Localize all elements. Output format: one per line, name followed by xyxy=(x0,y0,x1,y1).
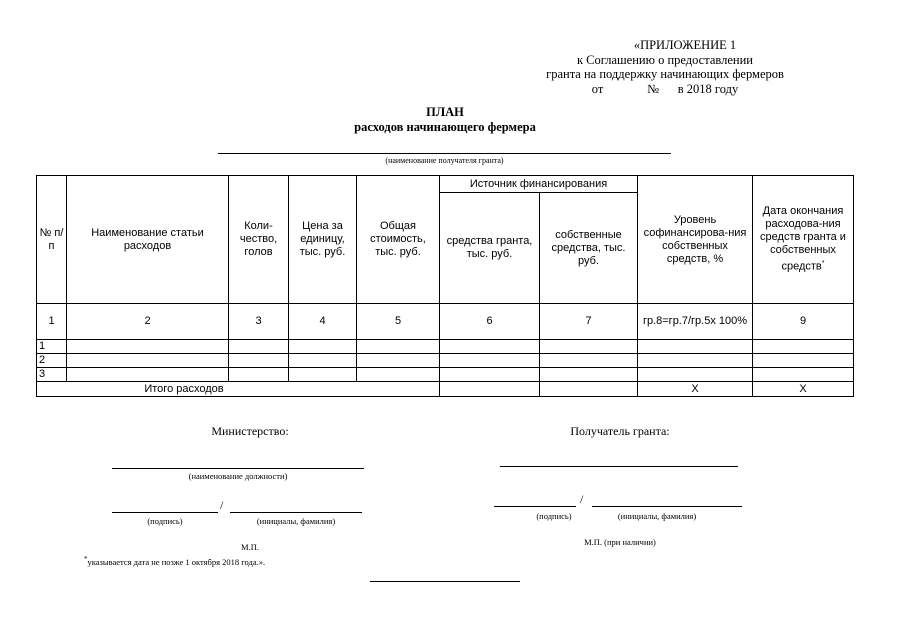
table-cell[interactable] xyxy=(753,340,854,354)
header-name: Наименование статьи расходов xyxy=(67,176,229,304)
column-numbers-row xyxy=(37,304,854,340)
col-number: 1 xyxy=(37,304,67,340)
header-level: Уровень софинансирова-ния собственных средств, % xyxy=(638,176,753,304)
title-sub: расходов начинающего фермера xyxy=(354,120,536,134)
col-number: гр.8=гр.7/гр.5х 100% xyxy=(638,304,753,340)
col-number: 2 xyxy=(67,304,229,340)
footnote-mark: * xyxy=(84,555,88,563)
table-cell[interactable] xyxy=(540,382,638,397)
recipient-name-line xyxy=(218,153,671,154)
table-cell[interactable] xyxy=(440,354,540,368)
table-cell[interactable] xyxy=(229,354,289,368)
ministry-initials-line[interactable] xyxy=(230,512,362,513)
title-main: ПЛАН xyxy=(426,105,464,119)
header-row-1 xyxy=(37,176,854,193)
appendix-header xyxy=(500,38,830,96)
table-cell[interactable] xyxy=(440,382,540,397)
table-cell[interactable] xyxy=(440,340,540,354)
total-date: Х xyxy=(753,382,854,397)
table-cell[interactable] xyxy=(357,368,440,382)
table-cell[interactable] xyxy=(440,368,540,382)
table-cell[interactable] xyxy=(289,340,357,354)
ministry-position-line[interactable] xyxy=(112,468,364,469)
expense-plan-table xyxy=(36,175,854,397)
ministry-signature-line[interactable] xyxy=(112,512,218,513)
header-source: Источник финансирования xyxy=(440,176,638,193)
table-cell[interactable] xyxy=(638,340,753,354)
bottom-separator-line xyxy=(370,581,520,582)
table-cell[interactable] xyxy=(289,354,357,368)
header-price: Цена за единицу, тыс. руб. xyxy=(289,176,357,304)
ministry-signature-caption: (подпись) xyxy=(147,516,183,526)
table-cell[interactable] xyxy=(753,354,854,368)
header-num: № п/п xyxy=(37,176,67,304)
header-own-funds: собственные средства, тыс. руб. xyxy=(540,193,638,304)
table-cell[interactable] xyxy=(638,368,753,382)
recipient-initials-line[interactable] xyxy=(592,506,742,507)
table-cell[interactable] xyxy=(229,340,289,354)
table-cell[interactable] xyxy=(289,368,357,382)
footnote xyxy=(84,555,384,567)
ministry-slash: / xyxy=(220,498,224,512)
header-grant-funds: средства гранта, тыс. руб. xyxy=(440,193,540,304)
recipient-position-line[interactable] xyxy=(500,466,738,467)
col-number: 3 xyxy=(229,304,289,340)
col-number: 6 xyxy=(440,304,540,340)
ministry-initials-caption: (инициалы, фамилия) xyxy=(256,516,336,526)
total-label: Итого расходов xyxy=(37,382,440,397)
ministry-position-caption: (наименование должности) xyxy=(188,471,288,481)
document-title xyxy=(230,105,660,135)
table-cell[interactable] xyxy=(540,354,638,368)
table-row xyxy=(37,354,854,368)
appendix-line-4: от № в 2018 году xyxy=(591,81,739,96)
row-number: 3 xyxy=(37,368,67,382)
table-row xyxy=(37,340,854,354)
recipient-seal: М.П. (при наличии) xyxy=(584,537,656,547)
col-number: 9 xyxy=(753,304,854,340)
recipient-initials-caption: (инициалы, фамилия) xyxy=(617,511,697,521)
col-number: 5 xyxy=(357,304,440,340)
table-cell[interactable] xyxy=(357,340,440,354)
table-cell[interactable] xyxy=(540,340,638,354)
table-cell[interactable] xyxy=(357,354,440,368)
header-qty: Коли-чество, голов xyxy=(229,176,289,304)
ministry-label: Министерство: xyxy=(211,424,289,438)
table-cell[interactable] xyxy=(540,368,638,382)
col-number: 7 xyxy=(540,304,638,340)
footnote-text: указывается дата не позже 1 октября 2018 года.». xyxy=(87,556,266,567)
table-cell[interactable] xyxy=(67,354,229,368)
header-total-cost: Общая стоимость, тыс. руб. xyxy=(357,176,440,304)
header-date-footnote-mark: * xyxy=(821,260,825,268)
ministry-seal: М.П. xyxy=(241,542,259,552)
appendix-line-3: гранта на поддержку начинающих фермеров xyxy=(546,67,784,81)
table-cell[interactable] xyxy=(67,340,229,354)
total-row xyxy=(37,382,854,397)
row-number: 2 xyxy=(37,354,67,368)
table-cell[interactable] xyxy=(67,368,229,382)
table-cell[interactable] xyxy=(638,354,753,368)
recipient-label: Получатель гранта: xyxy=(570,424,670,438)
table-cell[interactable] xyxy=(753,368,854,382)
appendix-line-1: «ПРИЛОЖЕНИЕ 1 xyxy=(633,38,737,52)
col-number: 4 xyxy=(289,304,357,340)
row-number: 1 xyxy=(37,340,67,354)
total-level: Х xyxy=(638,382,753,397)
recipient-caption: (наименование получателя гранта) xyxy=(385,156,504,165)
header-date-text: Дата окончания расходова-ния средств гранта и собственных средств xyxy=(760,205,846,273)
recipient-slash: / xyxy=(580,492,584,506)
table-row xyxy=(37,368,854,382)
header-date xyxy=(753,176,854,304)
recipient-signature-caption: (подпись) xyxy=(536,511,572,521)
recipient-signature-line[interactable] xyxy=(494,506,576,507)
appendix-line-2: к Соглашению о предоставлении xyxy=(576,52,753,67)
table-cell[interactable] xyxy=(229,368,289,382)
